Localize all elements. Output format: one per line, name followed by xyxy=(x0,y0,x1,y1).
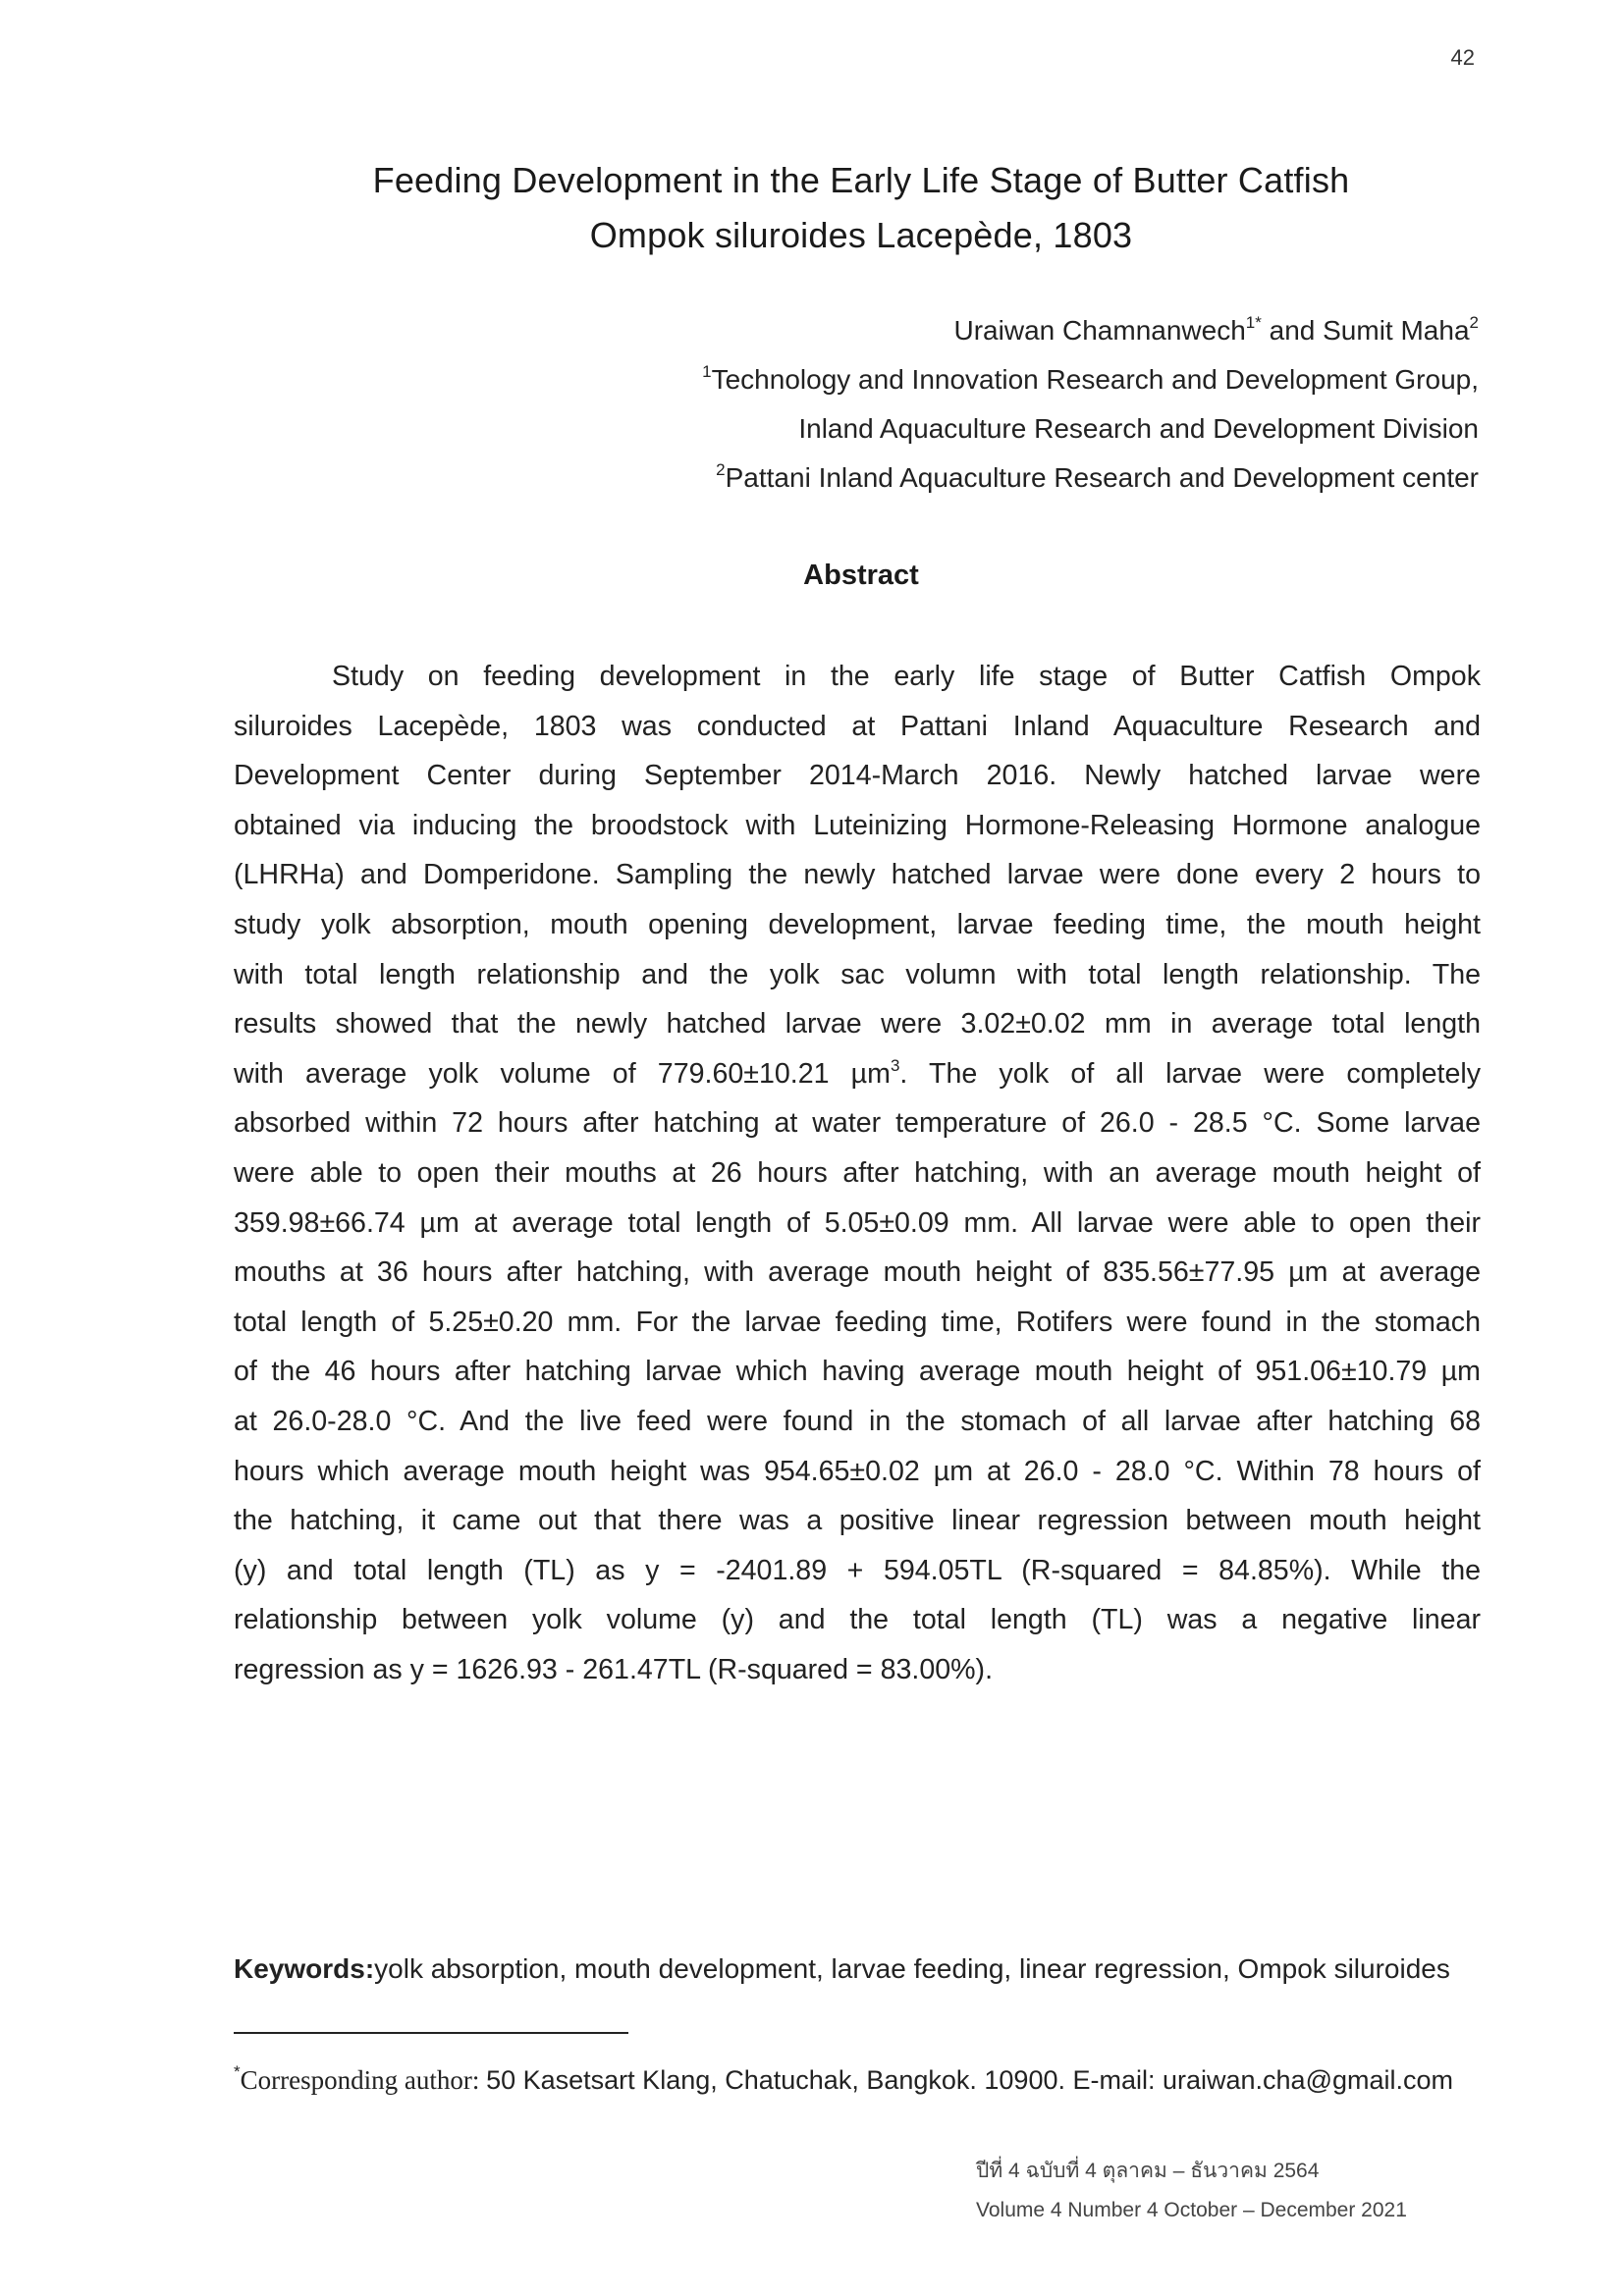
abstract-line: with total length relationship and the yolk sac volumn with total length relationship. The xyxy=(234,958,1481,990)
affiliation-1-line-1: $^1$Technology and Innovation Research and Development Group, xyxy=(702,362,1479,395)
paper-title xyxy=(0,153,1624,263)
author-1: Uraiwan Chamnanwech xyxy=(953,315,1246,346)
abstract-line: the hatching, it came out that there was a positive linear regression between mouth height xyxy=(234,1505,1481,1537)
title-line-2: Ompok siluroides Lacepède, 1803 xyxy=(589,215,1133,256)
abstract-line: 359.98±66.74 µm at average total length of 5.05±0.09 mm. All larvae were able to open their xyxy=(234,1206,1481,1239)
footnote-divider xyxy=(234,2032,628,2034)
journal-issue-english: Volume 4 Number 4 October – December 2021 xyxy=(976,2199,1407,2221)
abstract-line: at 26.0-28.0 °C. And the live feed were found in the stomach of all larvae after hatching 68 xyxy=(234,1405,1481,1437)
abstract-line: Study on feeding development in the early life stage of Butter Catfish Ompok xyxy=(332,661,1481,692)
journal-issue-info xyxy=(976,2152,1407,2230)
author-block xyxy=(702,306,1479,503)
affiliation-2: $^2$Pattani Inland Aquaculture Research and Development center xyxy=(716,460,1479,493)
abstract-line: were able to open their mouths at 26 hours after hatching, with an average mouth height of xyxy=(234,1156,1481,1189)
abstract-line: (y) and total length (TL) as y = -2401.89 + 594.05TL (R-squared = 84.85%). While the xyxy=(234,1554,1481,1586)
abstract-line: regression as y = 1626.93 - 261.47TL (R-squared = 83.00%). xyxy=(234,1653,994,1685)
footnote-label: Corresponding author: xyxy=(240,2065,487,2095)
abstract-line: (LHRHa) and Domperidone. Sampling the newly hatched larvae were done every 2 hours to xyxy=(234,859,1481,891)
abstract-line: with average yolk volume of 779.60±10.21 µm$^3$. The yolk of all larvae were completely xyxy=(234,1055,1481,1090)
abstract-line: study yolk absorption, mouth opening development, larvae feeding time, the mouth height xyxy=(234,908,1481,940)
author-2-mark: 2 xyxy=(1469,313,1479,332)
abstract-line: total length of 5.25±0.20 mm. For the larvae feeding time, Rotifers were found in the stomach xyxy=(234,1306,1481,1338)
abstract-line: absorbed within 72 hours after hatching at water temperature of 26.0 - 28.5 °C. Some larvae xyxy=(234,1107,1481,1140)
abstract-line: hours which average mouth height was 954.65±0.02 µm at 26.0 - 28.0 °C. Within 78 hours of xyxy=(234,1455,1481,1487)
abstract-body xyxy=(234,652,1481,1694)
abstract-line: results showed that the newly hatched larvae were 3.02±0.02 mm in average total length xyxy=(234,1008,1481,1041)
corresponding-author-footnote xyxy=(234,2062,1454,2096)
journal-issue-thai: ปีที่ 4 ฉบับที่ 4 ตุลาคม – ธันวาคม 2564 xyxy=(976,2160,1320,2182)
title-line-1: Feeding Development in the Early Life Stage of Butter Catfish xyxy=(372,160,1350,201)
affiliation-1-line-2: Inland Aquaculture Research and Development Division xyxy=(798,413,1479,444)
abstract-line: Development Center during September 2014-March 2016. Newly hatched larvae were xyxy=(234,760,1481,792)
abstract-line: mouths at 36 hours after hatching, with average mouth height of 835.56±77.95 µm at average xyxy=(234,1256,1481,1289)
page-number: 42 xyxy=(1450,45,1475,70)
abstract-line: siluroides Lacepède, 1803 was conducted at Pattani Inland Aquaculture Research and xyxy=(234,710,1481,742)
footnote-mark: * xyxy=(234,2062,241,2081)
affiliation-1-mark: 1 xyxy=(702,362,712,381)
abstract-heading: Abstract xyxy=(803,560,919,591)
footnote-text: 50 Kasetsart Klang, Chatuchak, Bangkok. 10900. E-mail: uraiwan.cha@gmail.com xyxy=(486,2065,1454,2095)
abstract-line: obtained via inducing the broodstock with Luteinizing Hormone-Releasing Hormone analogue xyxy=(234,809,1481,841)
abstract-line: relationship between yolk volume (y) and the total length (TL) was a negative linear xyxy=(234,1604,1481,1636)
superscript-3: 3 xyxy=(890,1055,900,1075)
keywords xyxy=(234,1953,1450,1985)
affiliation-2-mark: 2 xyxy=(716,460,726,479)
author-1-mark: 1* xyxy=(1245,313,1262,332)
keywords-text: yolk absorption, mouth development, larvae feeding, linear regression, Ompok siluroides xyxy=(374,1953,1450,1984)
keywords-label: Keywords: xyxy=(234,1953,375,1984)
author-line xyxy=(702,306,1479,355)
abstract-line: of the 46 hours after hatching larvae which having average mouth height of 951.06±10.79 µm xyxy=(234,1356,1481,1388)
author-2: and Sumit Maha xyxy=(1261,315,1470,346)
